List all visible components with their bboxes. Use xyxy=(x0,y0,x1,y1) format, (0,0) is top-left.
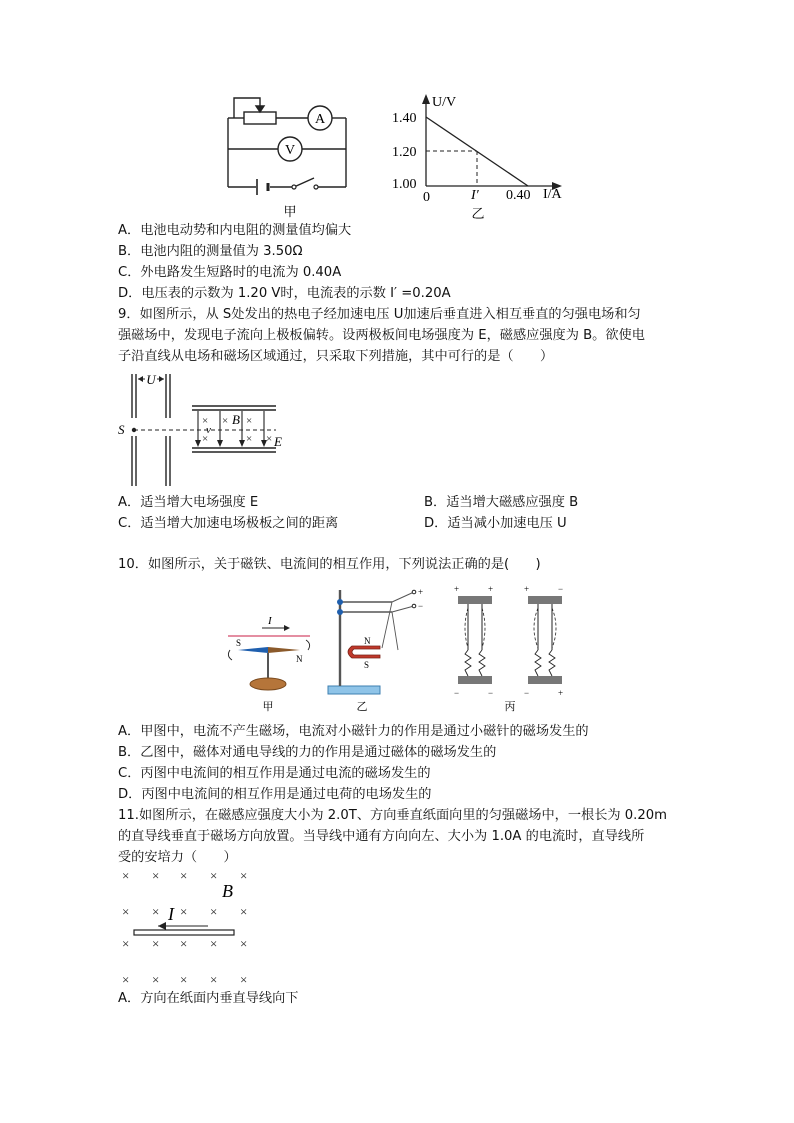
svg-text:−: − xyxy=(488,688,494,698)
voltage-u-label: U xyxy=(146,372,156,387)
voltmeter-label: V xyxy=(284,143,296,158)
svg-text:+: + xyxy=(558,688,564,698)
q9-option-d: D．适当减小加速电压 U xyxy=(424,516,567,531)
svg-text:×: × xyxy=(210,936,218,951)
svg-text:×: × xyxy=(152,868,160,883)
svg-text:×: × xyxy=(122,868,130,883)
q11-option-a: A．方向在纸面内垂直导线向下 xyxy=(118,991,299,1006)
svg-text:×: × xyxy=(210,904,218,919)
svg-text:−: − xyxy=(558,584,564,594)
figure-caption-yi: 乙 xyxy=(471,207,485,222)
wire-in-field-diagram xyxy=(116,866,266,990)
velocity-selector-diagram xyxy=(114,370,304,492)
y-tick-1-40: 1.40 xyxy=(392,111,417,126)
q8-option-b: B．电池内阻的测量值为 3.50Ω xyxy=(118,244,303,259)
current-i-label: I xyxy=(268,615,272,627)
needle-n-label: N xyxy=(296,654,303,664)
field-b-label-q11: B xyxy=(222,881,233,901)
svg-text:×: × xyxy=(152,972,160,987)
q10-stem: 10．如图所示，关于磁铁、电流间的相互作用，下列说法正确的是( ) xyxy=(118,557,541,572)
svg-text:×: × xyxy=(210,972,218,987)
u-i-graph-yi xyxy=(388,90,578,222)
x-marker-label: I′ xyxy=(471,188,479,203)
svg-text:×: × xyxy=(246,433,253,445)
y-tick-1-00: 1.00 xyxy=(392,177,417,192)
origin-label: 0 xyxy=(423,190,430,205)
svg-text:×: × xyxy=(180,868,188,883)
y-axis-label: U/V xyxy=(432,95,457,110)
q9-option-c: C．适当增大加速电场极板之间的距离 xyxy=(118,516,339,531)
svg-text:×: × xyxy=(202,415,209,427)
svg-text:×: × xyxy=(180,936,188,951)
q11-stem-line-1: 11.如图所示，在磁感应强度大小为 2.0T、方向垂直纸面向里的匀强磁场中，一根长为 0.20m xyxy=(118,808,667,823)
svg-text:×: × xyxy=(240,936,248,951)
field-b-label: B xyxy=(232,412,240,427)
svg-text:×: × xyxy=(152,904,160,919)
figure-caption-jia-q10: 甲 xyxy=(262,700,274,713)
svg-text:+: + xyxy=(488,584,494,594)
svg-text:−: − xyxy=(454,688,460,698)
svg-text:+: + xyxy=(524,584,530,594)
svg-text:×: × xyxy=(222,415,229,427)
magnet-current-interaction-figure xyxy=(222,578,582,720)
field-e-label: E xyxy=(274,434,282,449)
q9-stem-line-3: 子沿直线从电场和磁场区域通过，只采取下列措施，其中可行的是（ ） xyxy=(118,349,554,364)
x-axis-label: I/A xyxy=(543,187,562,202)
svg-text:×: × xyxy=(180,972,188,987)
magnet-s-label: S xyxy=(364,660,370,670)
velocity-v-label: v xyxy=(206,424,211,436)
svg-text:+: + xyxy=(454,584,460,594)
q8-option-a: A．电池电动势和内电阻的测量值均偏大 xyxy=(118,223,352,238)
svg-text:×: × xyxy=(266,433,273,445)
q8-option-d: D．电压表的示数为 1.20 V时，电流表的示数 I′ =0.20A xyxy=(118,286,451,301)
svg-text:+: + xyxy=(418,587,424,597)
ammeter-label: A xyxy=(314,112,326,127)
q10-option-a: A．甲图中，电流不产生磁场，电流对小磁针力的作用是通过小磁针的磁场发生的 xyxy=(118,724,589,739)
q8-option-c: C．外电路发生短路时的电流为 0.40A xyxy=(118,265,342,280)
q9-option-b: B．适当增大磁感应强度 B xyxy=(424,495,579,510)
q11-stem-line-3: 受的安培力（ ） xyxy=(118,850,237,865)
svg-text:×: × xyxy=(122,936,130,951)
q10-option-b: B．乙图中，磁体对通电导线的力的作用是通过磁体的磁场发生的 xyxy=(118,745,497,760)
circuit-diagram-jia xyxy=(220,92,360,222)
q9-stem-line-1: 9．如图所示，从 S处发出的热电子经加速电压 U加速后垂直进入相互垂直的匀强电场和匀 xyxy=(118,307,641,322)
svg-text:×: × xyxy=(240,972,248,987)
x-end-label: 0.40 xyxy=(506,188,531,203)
figure-caption-yi-q10: 乙 xyxy=(356,700,368,713)
svg-text:×: × xyxy=(122,904,130,919)
magnet-n-label: N xyxy=(364,636,371,646)
svg-text:×: × xyxy=(180,904,188,919)
q9-stem-line-2: 强磁场中，发现电子流向上极板偏转。设两极板间电场强度为 E，磁感应强度为 B。欲使电 xyxy=(118,328,645,343)
svg-text:×: × xyxy=(246,415,253,427)
svg-text:×: × xyxy=(122,972,130,987)
y-tick-1-20: 1.20 xyxy=(392,145,417,160)
q10-option-c: C．丙图中电流间的相互作用是通过电流的磁场发生的 xyxy=(118,766,431,781)
q11-stem-line-2: 的直导线垂直于磁场方向放置。当导线中通有方向向左、大小为 1.0A 的电流时，直导线所 xyxy=(118,829,645,844)
figure-caption-jia: 甲 xyxy=(283,205,297,220)
current-i-label-q11: I xyxy=(168,904,174,924)
svg-text:−: − xyxy=(524,688,530,698)
svg-text:−: − xyxy=(418,601,424,611)
figure-caption-bing-q10: 丙 xyxy=(504,700,516,713)
svg-text:×: × xyxy=(202,433,209,445)
svg-text:×: × xyxy=(210,868,218,883)
q10-option-d: D．丙图中电流间的相互作用是通过电荷的电场发生的 xyxy=(118,787,432,802)
q9-option-a: A．适当增大电场强度 E xyxy=(118,495,259,510)
svg-text:×: × xyxy=(240,904,248,919)
svg-text:×: × xyxy=(240,868,248,883)
svg-text:×: × xyxy=(152,936,160,951)
needle-s-label: S xyxy=(236,638,242,648)
source-s-label: S xyxy=(118,422,125,437)
